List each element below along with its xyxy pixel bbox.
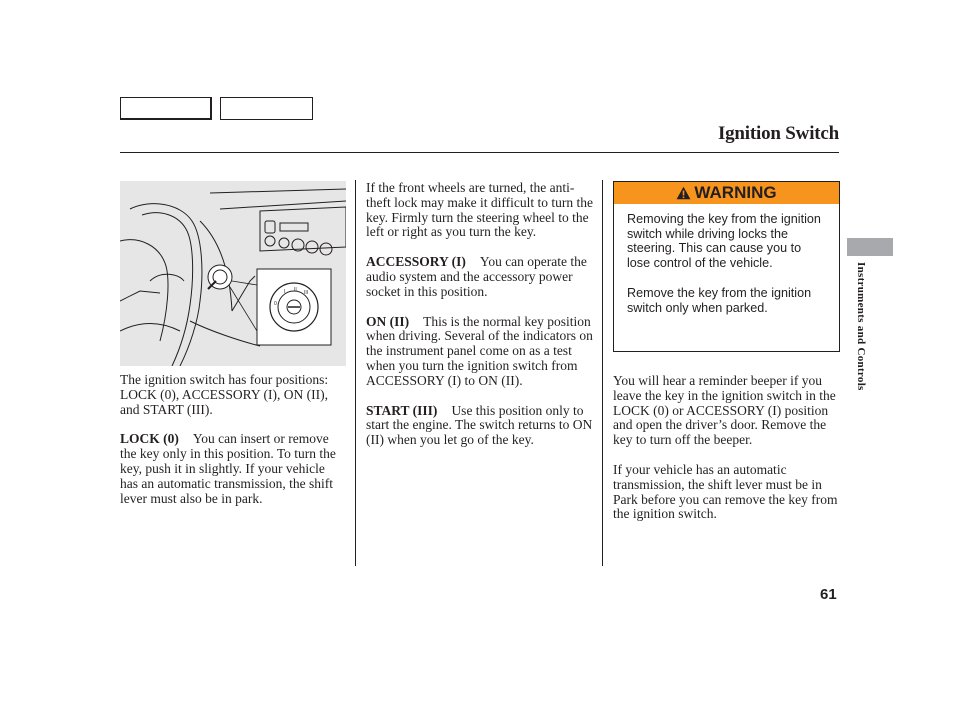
- column-middle: [366, 181, 594, 463]
- accessory-text: You can operate the audio system and the accessory power socket in this position.: [366, 254, 587, 299]
- warning-paragraph-1: Removing the key from the ignition switch while driving locks the steering. This can cause you to lose control of the vehicle.: [627, 212, 821, 271]
- ignition-switch-closeup: [208, 265, 331, 345]
- nav-box-table-of-contents[interactable]: [220, 97, 313, 120]
- front-wheels-paragraph: If the front wheels are turned, the anti-theft lock may make it difficult to turn the key. Firmly turn the steering wheel to the left or right as you turn the key.: [366, 180, 593, 240]
- marking-on: II: [294, 287, 297, 293]
- dashboard-drawing: [120, 181, 346, 366]
- on-label: ON (II): [366, 313, 410, 329]
- warning-triangle-icon: [676, 186, 691, 200]
- intro-paragraph: The ignition switch has four positions: LOCK (0), ACCESSORY (I), ON (II), and START (III).: [120, 372, 329, 417]
- column-right: [613, 374, 839, 537]
- accessory-label: ACCESSORY (I): [366, 254, 466, 270]
- lock-label: LOCK (0): [120, 431, 179, 447]
- marking-accessory: I: [284, 289, 286, 295]
- warning-header: [614, 182, 839, 204]
- section-tab: [847, 238, 893, 256]
- column-divider-2: [602, 180, 603, 566]
- start-paragraph: [366, 404, 594, 448]
- section-label: Instruments and Controls: [855, 262, 867, 391]
- column-divider-1: [355, 180, 356, 566]
- column-left: [120, 373, 346, 521]
- accessory-paragraph: [366, 255, 594, 299]
- page-title: Ignition Switch: [717, 123, 839, 144]
- automatic-paragraph: If your vehicle has an automatic transmission, the shift lever must be in Park before you can remove the key from the ignition switch.: [613, 461, 838, 522]
- title-divider: [120, 152, 839, 153]
- beeper-paragraph: You will hear a reminder beeper if you leave the key in the ignition switch in the LOCK (0) or ACCESSORY (I) position and open the driver’s door. Remove the key to turn off the beeper.: [613, 373, 836, 448]
- page-number: 61: [820, 586, 837, 603]
- lock-paragraph: [120, 432, 346, 506]
- marking-lock: 0: [274, 301, 277, 307]
- marking-start: III: [304, 290, 309, 296]
- on-text: This is the normal key position when driving. Several of the indicators on the instrument panel come on as a test when you turn the ignition switch from ACCESSORY (I) to ON (II).: [366, 313, 593, 388]
- on-paragraph: [366, 315, 594, 389]
- lock-text: You can insert or remove the key only in this position. To turn the key, push it in slightly. If your vehicle has an automatic transmission, the shift lever must also be in park.: [120, 431, 336, 506]
- start-label: START (III): [366, 402, 438, 418]
- nav-box-main-menu[interactable]: [120, 97, 212, 120]
- ignition-illustration: [120, 181, 346, 366]
- warning-heading: WARNING: [694, 183, 777, 202]
- warning-paragraph-2: Remove the key from the ignition switch only when parked.: [627, 285, 812, 315]
- warning-body: [614, 204, 839, 315]
- start-text: Use this position only to start the engine. The switch returns to ON (II) when you let go of the key.: [366, 402, 593, 448]
- warning-box: [613, 181, 840, 352]
